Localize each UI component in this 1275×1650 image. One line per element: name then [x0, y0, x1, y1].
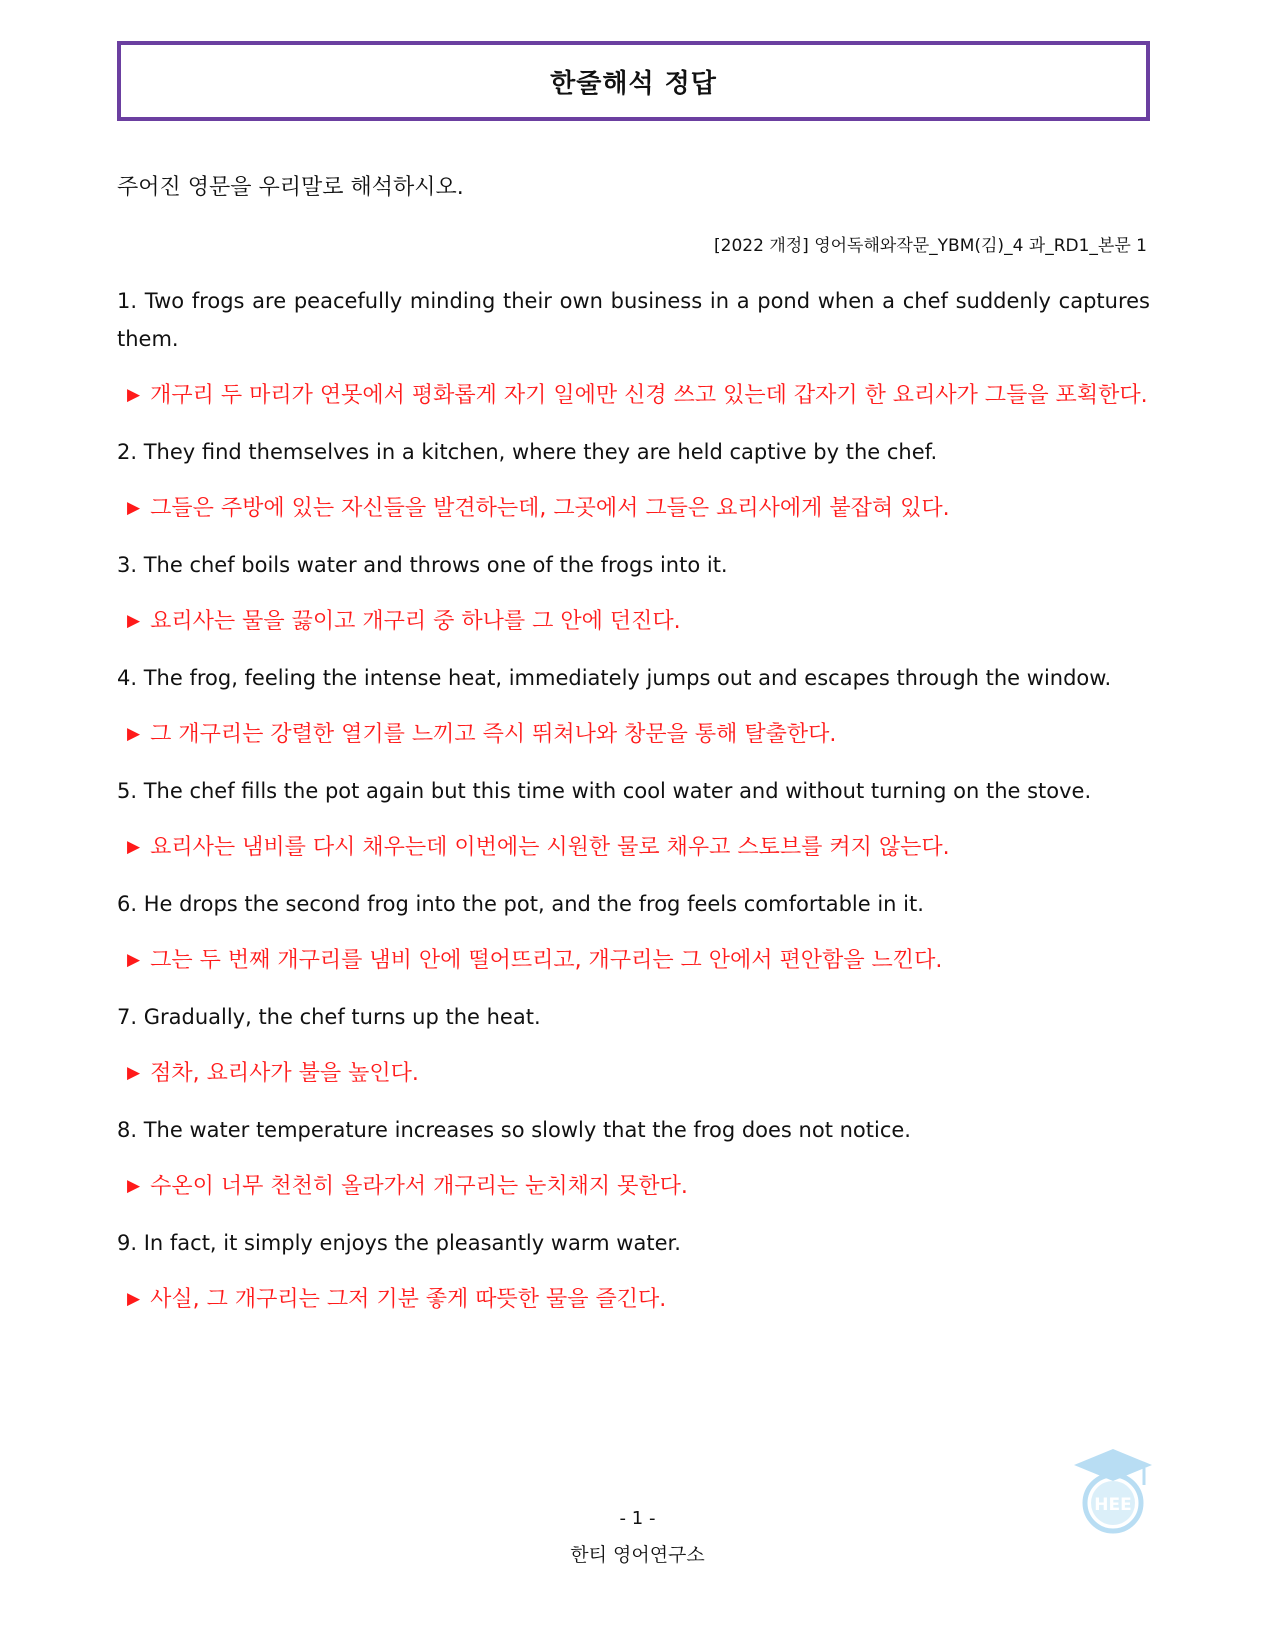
- korean-translation: [117, 602, 1150, 641]
- page-title: 한줄해석 정답: [550, 68, 717, 99]
- triangle-marker-icon: ▶: [127, 837, 141, 857]
- translation-text: 사실, 그 개구리는 그저 기분 좋게 따뜻한 물을 즐긴다.: [150, 1287, 667, 1312]
- list-item: [117, 885, 1150, 980]
- korean-translation: [117, 1167, 1150, 1206]
- korean-translation: [117, 941, 1150, 980]
- triangle-marker-icon: ▶: [127, 498, 141, 518]
- sentence-list: [117, 282, 1150, 1337]
- triangle-marker-icon: ▶: [127, 724, 141, 744]
- triangle-marker-icon: ▶: [127, 1063, 141, 1083]
- triangle-marker-icon: ▶: [127, 950, 141, 970]
- translation-text: 점차, 요리사가 불을 높인다.: [150, 1061, 419, 1086]
- english-sentence: 3. The chef boils water and throws one of the frogs into it.: [117, 553, 728, 577]
- triangle-marker-icon: ▶: [127, 385, 141, 405]
- list-item: [117, 546, 1150, 641]
- korean-translation: [117, 1054, 1150, 1093]
- list-item: [117, 1224, 1150, 1319]
- source-label: [2022 개정] 영어독해와작문_YBM(김)_4 과_RD1_본문 1: [714, 236, 1147, 256]
- english-sentence: 7. Gradually, the chef turns up the heat.: [117, 1005, 541, 1029]
- list-item: [117, 1111, 1150, 1206]
- english-sentence: 9. In fact, it simply enjoys the pleasantly warm water.: [117, 1231, 681, 1255]
- english-sentence: 4. The frog, feeling the intense heat, immediately jumps out and escapes through the window.: [117, 666, 1112, 690]
- translation-text: 그들은 주방에 있는 자신들을 발견하는데, 그곳에서 그들은 요리사에게 붙잡혀 있다.: [150, 496, 950, 521]
- korean-translation: [117, 1280, 1150, 1319]
- triangle-marker-icon: ▶: [127, 611, 141, 631]
- english-sentence: 2. They find themselves in a kitchen, where they are held captive by the chef.: [117, 440, 938, 464]
- translation-text: 요리사는 물을 끓이고 개구리 중 하나를 그 안에 던진다.: [150, 609, 681, 634]
- translation-text: 수온이 너무 천천히 올라가서 개구리는 눈치채지 못한다.: [150, 1174, 688, 1199]
- triangle-marker-icon: ▶: [127, 1176, 141, 1196]
- english-sentence: 1. Two frogs are peacefully minding their own business in a pond when a chef suddenly captures them.: [117, 289, 1150, 351]
- translation-text: 개구리 두 마리가 연못에서 평화롭게 자기 일에만 신경 쓰고 있는데 갑자기 한 요리사가 그들을 포획한다.: [150, 383, 1148, 408]
- korean-translation: [117, 376, 1150, 415]
- page-number: - 1 -: [619, 1508, 656, 1529]
- korean-translation: [117, 828, 1150, 867]
- english-sentence: 5. The chef fills the pot again but this time with cool water and without turning on the stove.: [117, 779, 1092, 803]
- english-sentence: 6. He drops the second frog into the pot, and the frog feels comfortable in it.: [117, 892, 924, 916]
- list-item: [117, 659, 1150, 754]
- korean-translation: [117, 489, 1150, 528]
- translation-text: 그는 두 번째 개구리를 냄비 안에 떨어뜨리고, 개구리는 그 안에서 편안함을 느낀다.: [150, 948, 943, 973]
- list-item: [117, 433, 1150, 528]
- english-sentence: 8. The water temperature increases so slowly that the frog does not notice.: [117, 1118, 911, 1142]
- instruction-text: 주어진 영문을 우리말로 해석하시오.: [117, 175, 464, 200]
- korean-translation: [117, 715, 1150, 754]
- translation-text: 그 개구리는 강렬한 열기를 느끼고 즉시 뛰쳐나와 창문을 통해 탈출한다.: [150, 722, 837, 747]
- list-item: [117, 772, 1150, 867]
- list-item: [117, 998, 1150, 1093]
- logo-text: HEE: [1094, 1495, 1132, 1515]
- translation-text: 요리사는 냄비를 다시 채우는데 이번에는 시원한 물로 채우고 스토브를 켜지 않는다.: [150, 835, 950, 860]
- list-item: [117, 282, 1150, 415]
- triangle-marker-icon: ▶: [127, 1289, 141, 1309]
- title-box: [117, 41, 1150, 121]
- footer-organization: 한티 영어연구소: [570, 1544, 705, 1566]
